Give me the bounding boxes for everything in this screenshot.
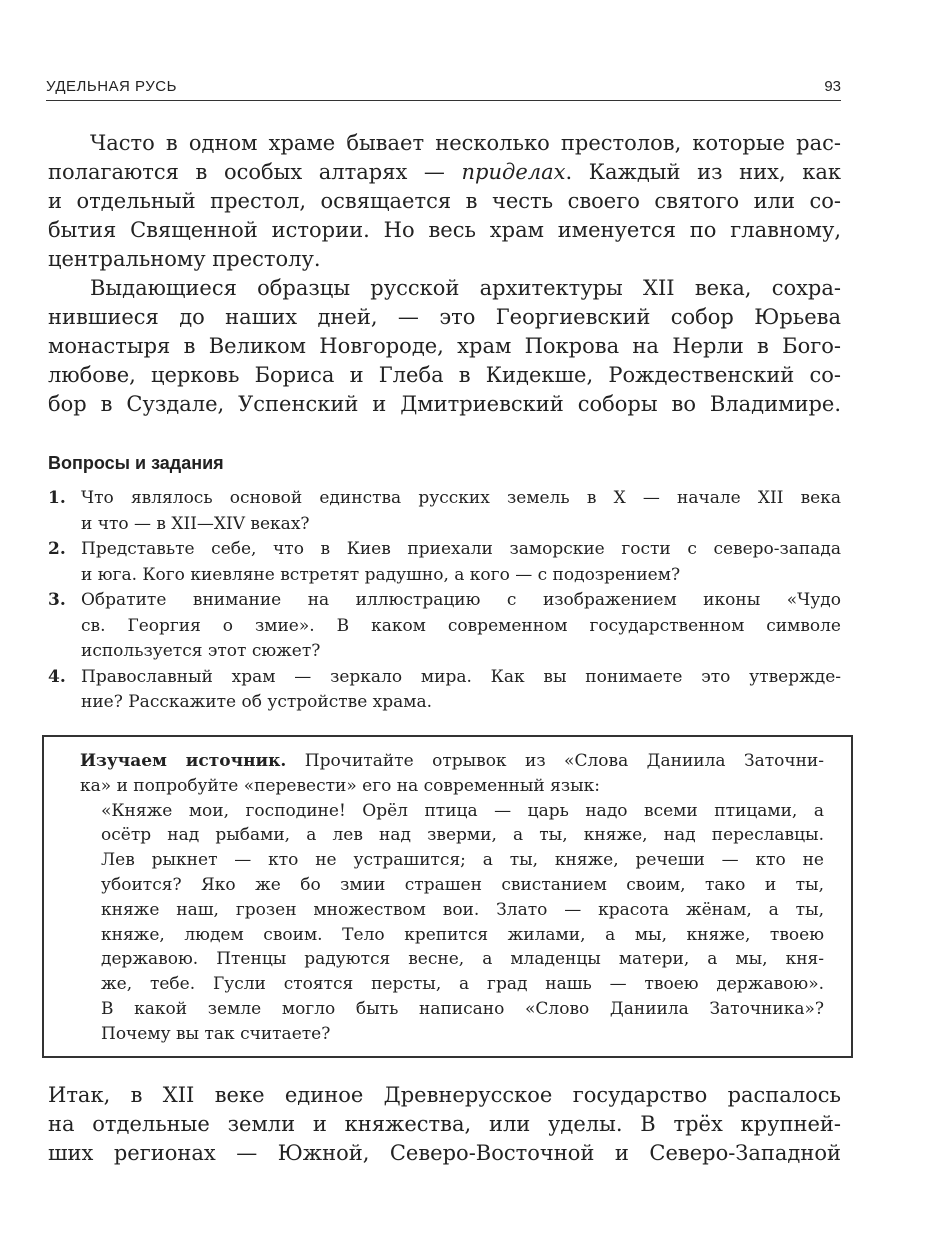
term-pridel: приделах bbox=[461, 160, 566, 184]
question-item bbox=[48, 588, 841, 665]
source-study-box bbox=[42, 735, 853, 1058]
text-line: княже, людем своим. Тело крепится жилами, а мы, княже, твоею bbox=[101, 924, 824, 945]
text-line: Почему вы так считаете? bbox=[101, 1023, 331, 1044]
text-line: Что являлось основой единства русских земель в X — начале XII века bbox=[81, 488, 841, 508]
text-line: полагаются в особых алтарях — приделах. Каждый из них, как bbox=[48, 160, 841, 184]
question-item bbox=[48, 486, 841, 537]
question-item bbox=[48, 665, 841, 716]
question-item bbox=[48, 537, 841, 588]
text-line: используется этот сюжет? bbox=[81, 641, 321, 661]
text-line: и отдельный престол, освящается в честь своего святого или со- bbox=[48, 189, 841, 213]
text-line: Православный храм — зеркало мира. Как вы понимаете это утвержде- bbox=[81, 666, 841, 687]
text-line: же, тебе. Гусли стоятся персты, а град нашь — твоею державою». bbox=[101, 974, 824, 995]
page-number: 93 bbox=[824, 78, 841, 95]
text-line: Выдающиеся образцы русской архитектуры XII века, сохра- bbox=[90, 276, 841, 300]
text-line: Представьте себе, что в Киев приехали заморские гости с северо-запада bbox=[81, 539, 841, 559]
text-line: на отдельные земли и княжества, или уделы. В трёх крупней- bbox=[48, 1112, 841, 1136]
text-line: В какой земле могло быть написано «Слово Даниила Заточника»? bbox=[101, 998, 824, 1019]
text-line: Часто в одном храме бывает несколько престолов, которые рас- bbox=[90, 131, 841, 155]
text-line: осётр над рыбами, а лев над зверми, а ты, княже, над переславцы. bbox=[101, 825, 824, 846]
running-header bbox=[46, 76, 841, 101]
text-line: и юга. Кого киевляне встретят радушно, а кого — с подозрением? bbox=[81, 564, 681, 585]
text-line: св. Георгия о змие». В каком современном государственном символе bbox=[81, 615, 841, 636]
text-line: центральному престолу. bbox=[48, 247, 321, 271]
text-line: убоится? Яко же бо змии страшен свистанием своим, тако и ты, bbox=[101, 874, 824, 895]
questions-heading: Вопросы и задания bbox=[48, 453, 224, 473]
text-line: ка» и попробуйте «перевести» его на современный язык: bbox=[80, 775, 601, 796]
text-line bbox=[80, 749, 824, 774]
text-line: Лев рыкнет — кто не устрашится; а ты, княже, речеши — кто не bbox=[101, 850, 824, 871]
text-line: ших регионах — Южной, Северо-Восточной и Северо-Западной bbox=[48, 1141, 841, 1165]
question-number: 2. bbox=[48, 539, 66, 559]
source-label: Изучаем источник. bbox=[80, 751, 287, 771]
text-line: ние? Расскажите об устройстве храма. bbox=[81, 692, 433, 712]
paragraph-conclusion bbox=[48, 1081, 841, 1168]
chapter-title: УДЕЛЬНАЯ РУСЬ bbox=[46, 78, 177, 95]
text-line: державою. Птенцы радуются весне, а младенцы матери, а мы, кня- bbox=[101, 949, 824, 970]
text-line: монастыря в Великом Новгороде, храм Покрова на Нерли в Бого- bbox=[48, 334, 841, 358]
text-line: и что — в XII—XIV веках? bbox=[81, 513, 310, 534]
text-line: Итак, в XII веке единое Древнерусское государство распалось bbox=[48, 1083, 841, 1107]
text-line: бор в Суздале, Успенский и Дмитриевский соборы во Владимире. bbox=[48, 392, 841, 416]
question-number: 3. bbox=[48, 590, 66, 610]
text-line: бытия Священной истории. Но весь храм именуется по главному, bbox=[48, 218, 841, 242]
paragraph-side-altars bbox=[48, 129, 841, 274]
source-quote bbox=[80, 799, 824, 1047]
text-line: «Княже мои, господине! Орёл птица — царь надо всеми птицами, а bbox=[101, 800, 824, 821]
questions-list bbox=[48, 486, 841, 716]
text-line: нившиеся до наших дней, — это Георгиевский собор Юрьева bbox=[48, 305, 841, 329]
paragraph-architecture bbox=[48, 274, 841, 419]
text-line: любове, церковь Бориса и Глеба в Кидекше, Рождественский со- bbox=[48, 363, 841, 387]
intro-text: Прочитайте отрывок из «Слова Даниила Заточни- bbox=[304, 751, 824, 771]
text-line: княже наш, грозен множеством вои. Злато — красота жёнам, а ты, bbox=[101, 899, 824, 920]
text-line: Обратите внимание на иллюстрацию с изображением иконы «Чудо bbox=[81, 590, 841, 610]
question-number: 1. bbox=[48, 488, 66, 508]
question-number: 4. bbox=[48, 666, 66, 687]
